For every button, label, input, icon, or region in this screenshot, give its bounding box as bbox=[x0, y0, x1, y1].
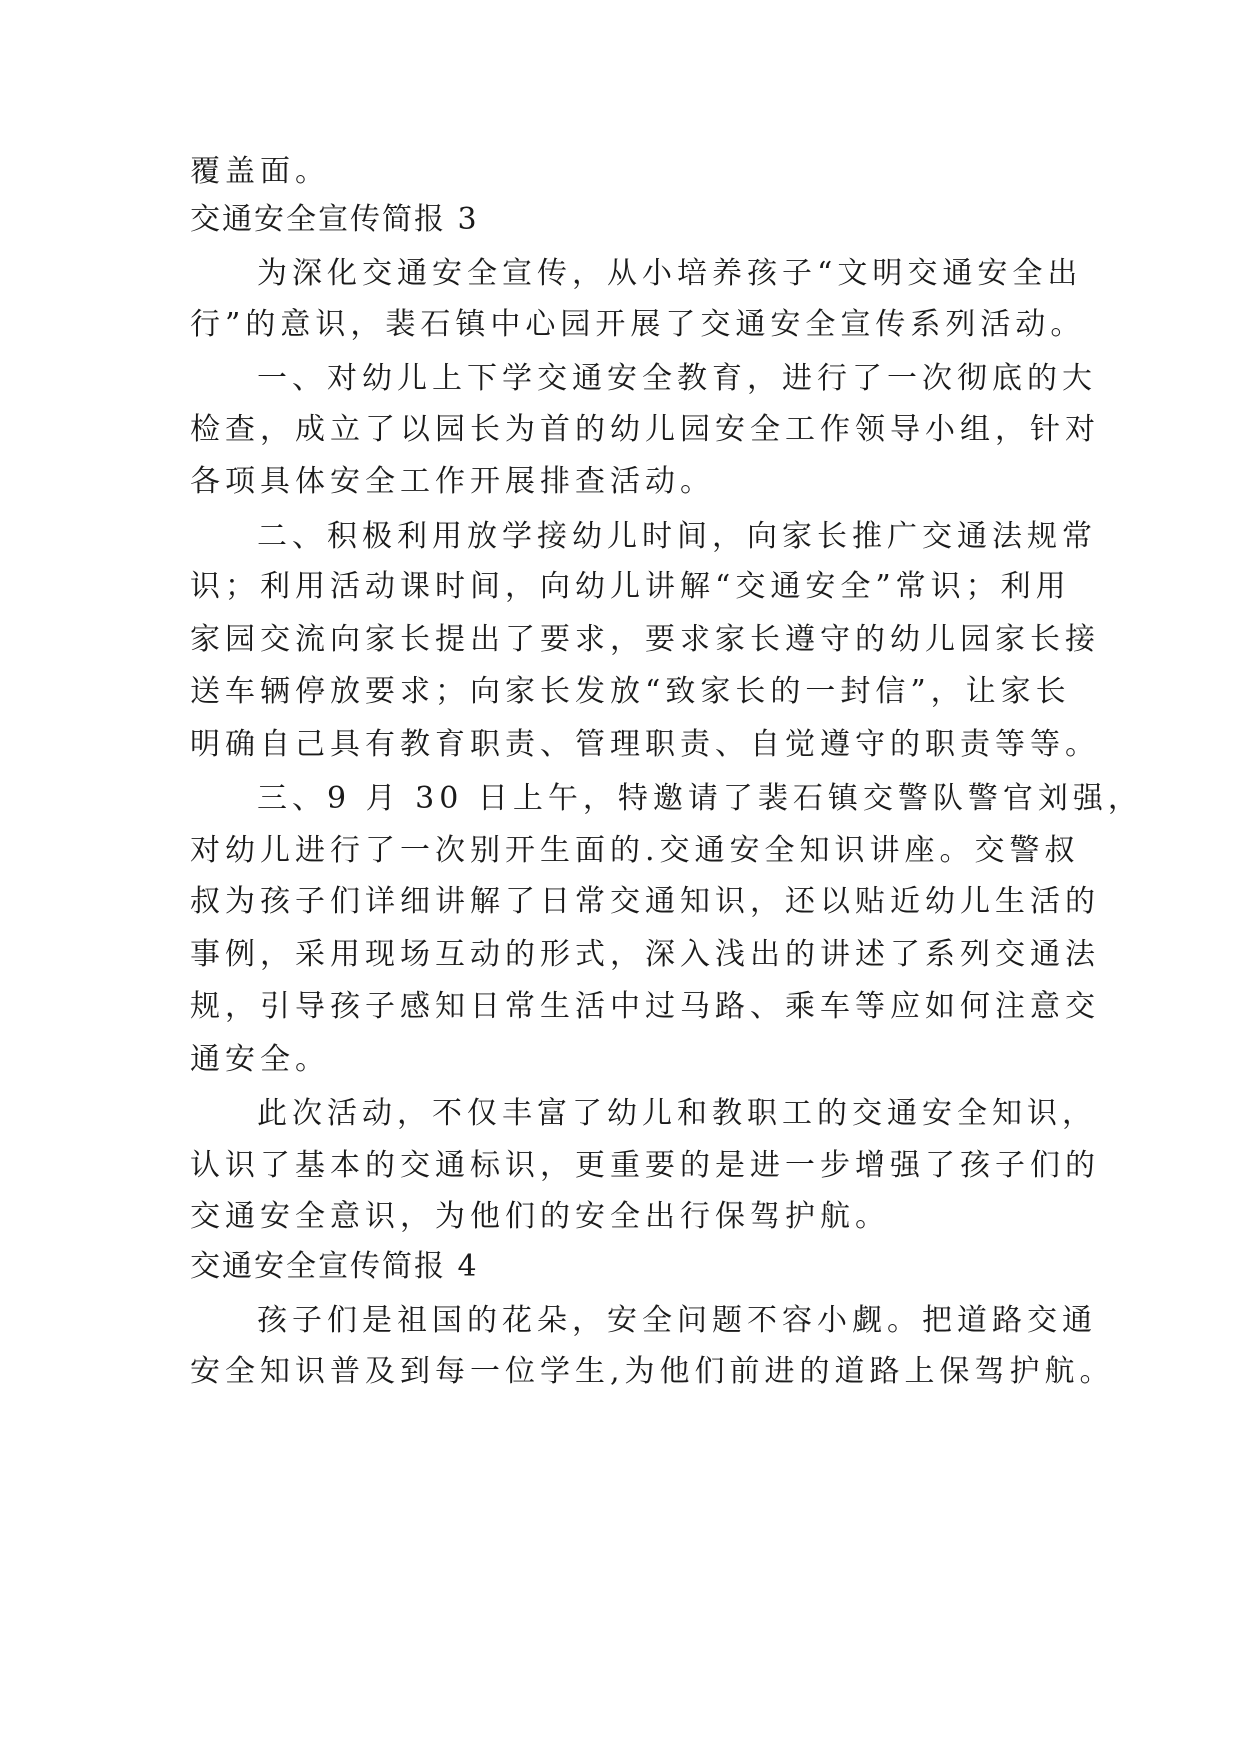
paragraph-line: 识；利用活动课时间，向幼儿讲解“交通安全”常识；利用 bbox=[190, 569, 1071, 604]
paragraph-line: 为深化交通安全宣传，从小培养孩子“文明交通安全出 bbox=[257, 256, 1083, 291]
paragraph-line: 规，引导孩子感知日常生活中过马路、乘车等应如何注意交 bbox=[190, 989, 1100, 1024]
paragraph-line: 此次活动，不仅丰富了幼儿和教职工的交通安全知识， bbox=[257, 1096, 1097, 1131]
paragraph-line: 检查，成立了以园长为首的幼儿园安全工作领导小组，针对 bbox=[190, 412, 1100, 447]
paragraph-line: 三、9 月 30 日上午，特邀请了裴石镇交警队警官刘强， bbox=[257, 781, 1143, 816]
text-line: 覆盖面。 bbox=[190, 154, 330, 189]
paragraph-line: 事例，采用现场互动的形式，深入浅出的讲述了系列交通法 bbox=[190, 937, 1100, 972]
section-heading: 交通安全宣传简报 4 bbox=[190, 1249, 479, 1284]
paragraph-line: 各项具体安全工作开展排查活动。 bbox=[190, 464, 715, 499]
paragraph-line: 安全知识普及到每一位学生,为他们前进的道路上保驾护航。 bbox=[190, 1354, 1115, 1389]
paragraph-line: 叔为孩子们详细讲解了日常交通知识，还以贴近幼儿生活的 bbox=[190, 884, 1100, 919]
paragraph-line: 明确自己具有教育职责、管理职责、自觉遵守的职责等等。 bbox=[190, 727, 1100, 762]
section-heading: 交通安全宣传简报 3 bbox=[190, 202, 479, 237]
paragraph-line: 一、对幼儿上下学交通安全教育，进行了一次彻底的大 bbox=[257, 361, 1097, 396]
paragraph-line: 孩子们是祖国的花朵，安全问题不容小觑。把道路交通 bbox=[257, 1303, 1097, 1338]
paragraph-line: 家园交流向家长提出了要求，要求家长遵守的幼儿园家长接 bbox=[190, 622, 1100, 657]
paragraph-line: 认识了基本的交通标识，更重要的是进一步增强了孩子们的 bbox=[190, 1148, 1100, 1183]
paragraph-line: 通安全。 bbox=[190, 1042, 330, 1077]
paragraph-line: 二、积极利用放学接幼儿时间，向家长推广交通法规常 bbox=[257, 519, 1097, 554]
paragraph-line: 送车辆停放要求；向家长发放“致家长的一封信”，让家长 bbox=[190, 674, 1071, 709]
paragraph-line: 行”的意识，裴石镇中心园开展了交通安全宣传系列活动。 bbox=[190, 307, 1086, 342]
paragraph-line: 对幼儿进行了一次别开生面的.交通安全知识讲座。交警叔 bbox=[190, 833, 1080, 868]
paragraph-line: 交通安全意识，为他们的安全出行保驾护航。 bbox=[190, 1199, 890, 1234]
